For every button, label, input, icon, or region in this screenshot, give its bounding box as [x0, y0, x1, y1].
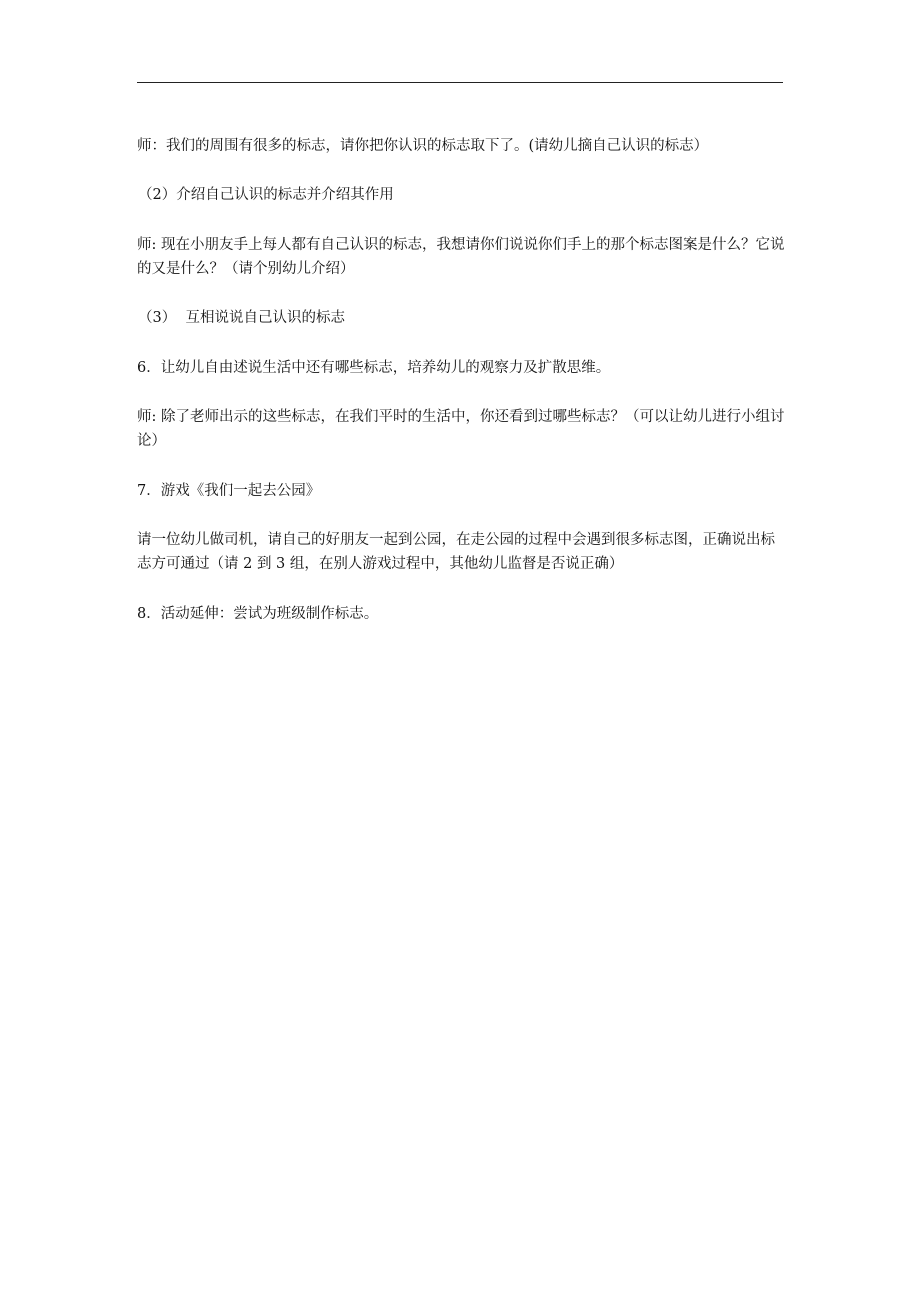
- paragraph-teacher-question: 师: 现在小朋友手上每人都有自己认识的标志，我想请你们说说你们手上的那个标志图案是什么？它说的又是什么？（请个别幼儿介绍）: [137, 237, 785, 277]
- paragraph-item-8: 8．活动延伸：尝试为班级制作标志。: [137, 606, 379, 622]
- header-rule: [137, 82, 783, 83]
- paragraph-teacher-discussion: 师: 除了老师出示的这些标志，在我们平时的生活中，你还看到过哪些标志？（可以让幼儿进行小组讨论）: [137, 409, 785, 449]
- document-body: [137, 134, 785, 626]
- paragraph-item-7: 7．游戏《我们一起去公园》: [137, 483, 321, 499]
- paragraph-teacher-intro: 师：我们的周围有很多的标志，请你把你认识的标志取下了。(请幼儿摘自己认识的标志）: [137, 138, 709, 154]
- paragraph-step-2-heading: （2）介绍自己认识的标志并介绍其作用: [138, 187, 394, 203]
- paragraph-item-6: 6．让幼儿自由述说生活中还有哪些标志，培养幼儿的观察力及扩散思维。: [137, 360, 611, 376]
- paragraph-game-description: 请一位幼儿做司机，请自己的好朋友一起到公园，在走公园的过程中会遇到很多标志图，正确说出标志方可通过（请 2 到 3 组，在别人游戏过程中，其他幼儿监督是否说正确）: [137, 532, 775, 572]
- paragraph-step-3-heading: （3） 互相说说自己认识的标志: [138, 310, 345, 326]
